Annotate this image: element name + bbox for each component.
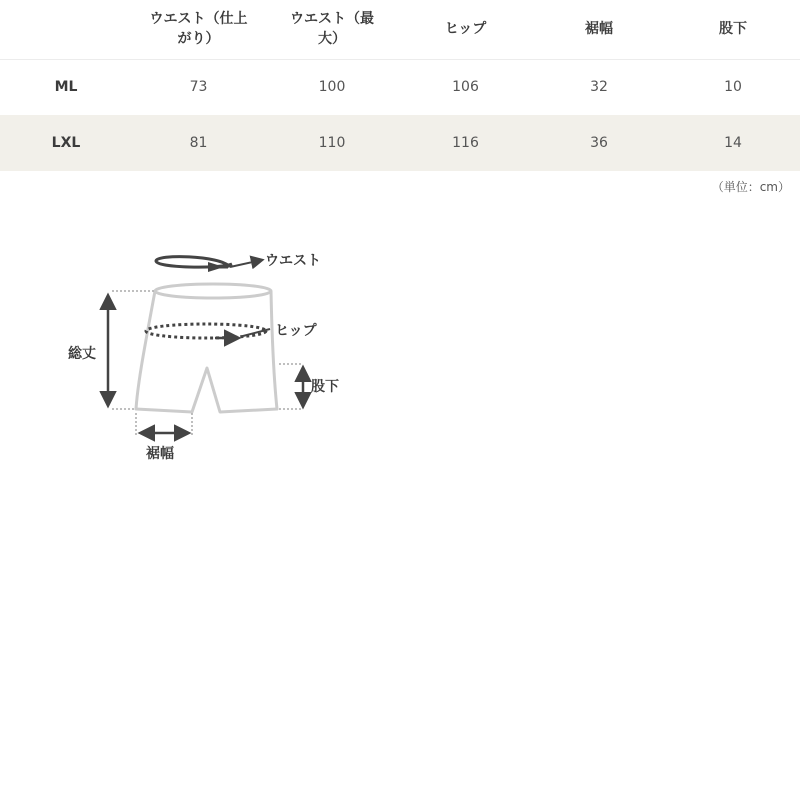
size-table [0,0,800,171]
label-inseam: 股下 [311,379,339,395]
inseam-measure-icon [279,364,303,409]
header-size [0,0,132,59]
row-size-label: LXL [51,135,81,151]
label-waist: ウエスト [265,253,321,269]
header-hip: ヒップ [399,0,532,59]
table-cell: 32 [590,79,608,96]
measurement-diagram [60,240,360,470]
label-length: 総丈 [68,346,96,362]
header-hem-width: 裾幅 [532,0,666,59]
hem-measure-icon [136,413,192,436]
header-inseam: 股下 [666,0,800,59]
table-cell: 14 [724,135,742,151]
table-cell: 100 [318,79,346,96]
row-size-label: ML [54,79,78,96]
table-cell: 81 [189,135,208,151]
header-waist-finished: ウエスト（仕上がり） [132,0,265,59]
header-row [0,0,800,59]
shorts-outline [136,284,277,412]
table-cell: 116 [452,135,479,151]
shorts-diagram-graphic [60,240,360,470]
table-cell: 73 [189,79,208,96]
table-cell: 110 [318,135,346,151]
hip-measure-icon [146,324,270,338]
table-cell: 10 [724,79,742,96]
table-cell: 106 [452,79,479,96]
table-row [0,59,800,115]
length-measure-icon [108,291,155,409]
waist-measure-icon [156,257,262,272]
table-row [0,115,800,171]
unit-note: （単位：cm） [711,180,790,194]
header-waist-max: ウエスト（最大） [265,0,399,59]
table-cell: 36 [590,135,608,151]
label-hem: 裾幅 [146,446,174,462]
label-hip: ヒップ [275,323,317,339]
